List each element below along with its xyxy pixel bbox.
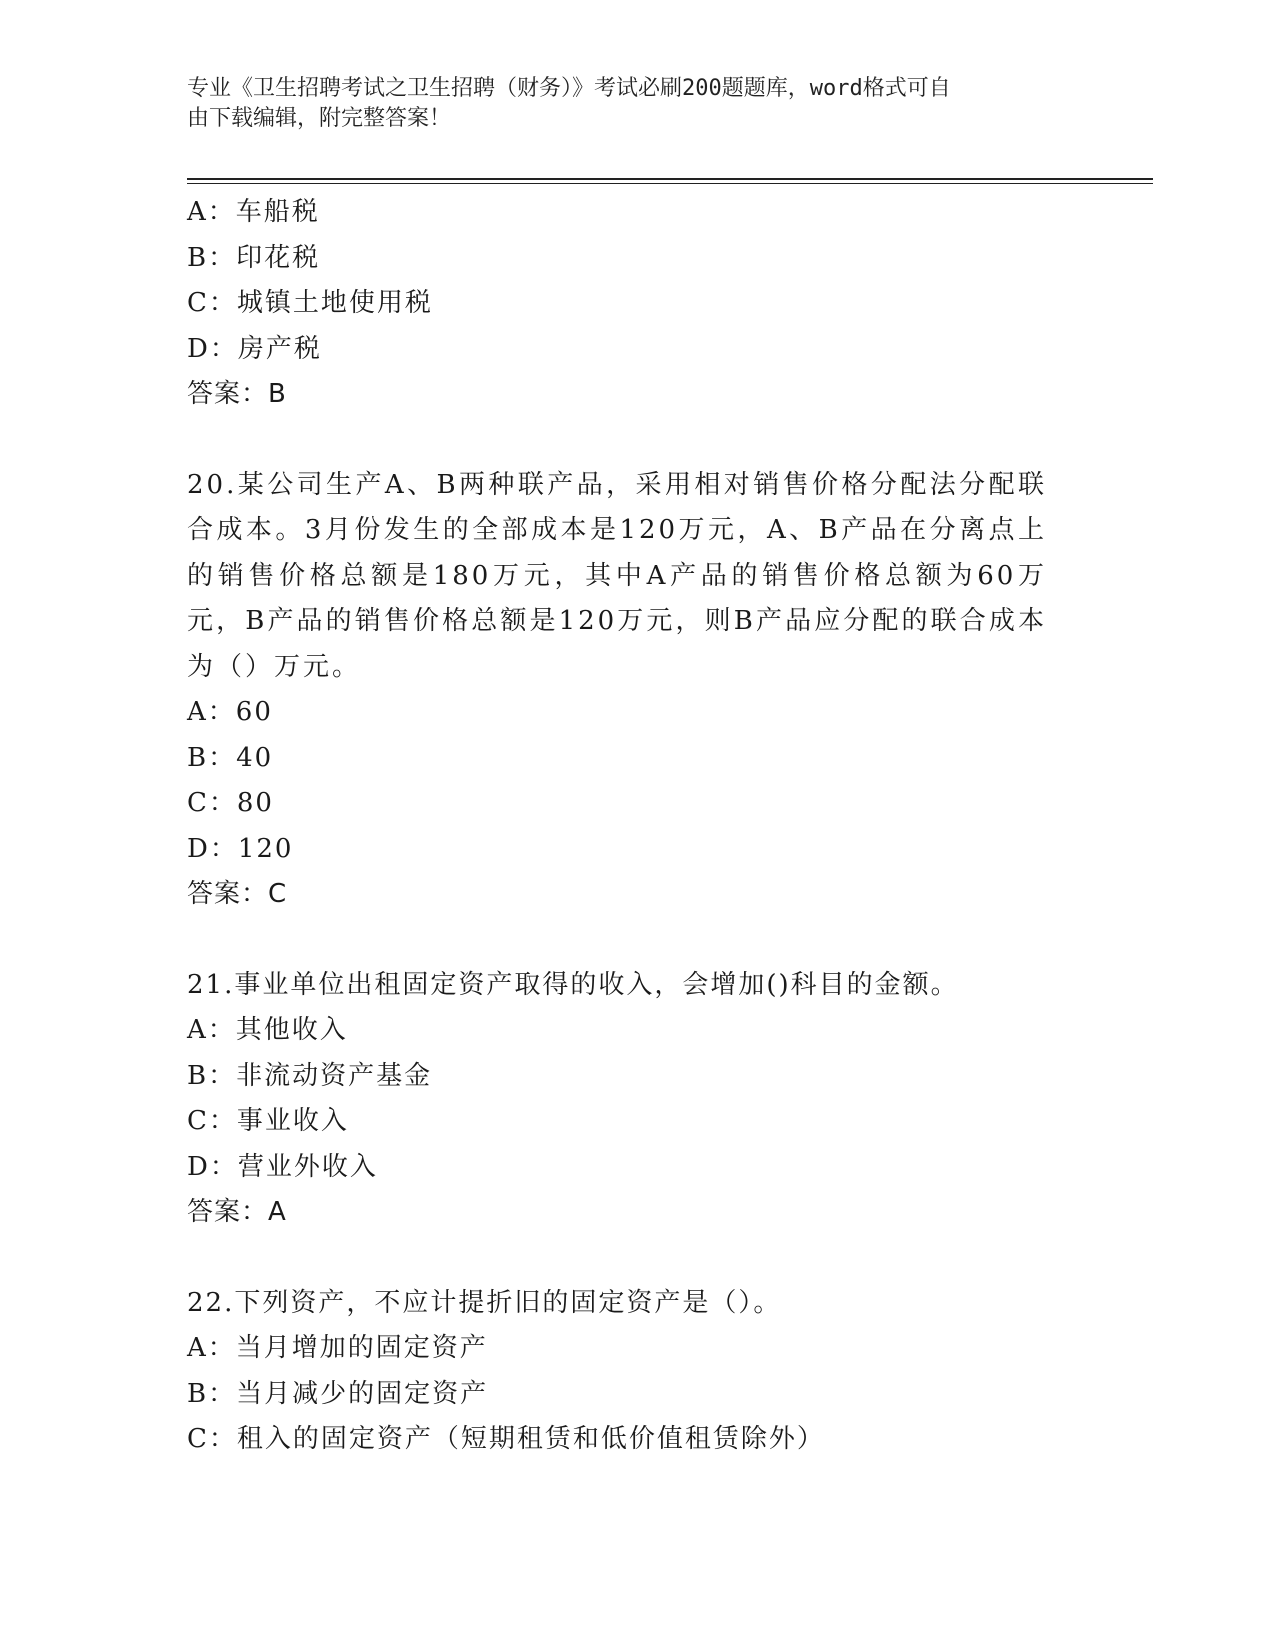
header-divider-thin (187, 183, 1153, 184)
option-b: B：40 (187, 742, 274, 773)
question-19-tail (187, 190, 1067, 418)
question-22 (187, 1281, 1067, 1463)
question-21 (187, 963, 1067, 1236)
document-header (187, 74, 1067, 134)
option-c: C：城镇土地使用税 (187, 288, 433, 318)
question-20 (187, 463, 1067, 918)
spacer (187, 1236, 1067, 1281)
header-line-1: 专业《卫生招聘考试之卫生招聘（财务）》考试必刷200题题库，word格式可自 (187, 76, 951, 101)
option-a: A：当月增加的固定资产 (187, 1333, 488, 1363)
option-c: C：租入的固定资产（短期租赁和低价值租赁除外） (187, 1424, 825, 1454)
option-a: A：车船税 (187, 197, 320, 227)
option-a: A：其他收入 (187, 1015, 348, 1045)
question-text: 20.某公司生产A、B两种联产品，采用相对销售价格分配法分配联合成本。3月份发生的全部成本是120万元，A、B产品在分离点上的销售价格总额是180万元，其中A产品的销售价格总额为60万元，B产品的销售价格总额是120万元，则B产品应分配的联合成本为（）万元。 (187, 469, 1047, 682)
option-b: B：当月减少的固定资产 (187, 1378, 489, 1409)
option-d: D：营业外收入 (187, 1151, 378, 1182)
option-b: B：印花税 (187, 242, 321, 273)
answer: 答案：A (187, 1197, 287, 1227)
answer: 答案：B (187, 379, 287, 409)
spacer (187, 918, 1067, 963)
answer: 答案：C (187, 879, 288, 909)
header-divider-thick (187, 178, 1153, 180)
option-b: B：非流动资产基金 (187, 1060, 433, 1091)
option-d: D：房产税 (187, 333, 322, 364)
spacer (187, 418, 1067, 463)
option-c: C：事业收入 (187, 1106, 349, 1136)
document-body (187, 190, 1067, 1463)
question-text: 21.事业单位出租固定资产取得的收入，会增加()科目的金额。 (187, 969, 959, 1000)
option-d: D：120 (187, 833, 294, 864)
option-c: C：80 (187, 788, 274, 818)
header-line-2: 由下载编辑，附完整答案！ (187, 106, 452, 131)
question-text: 22.下列资产，不应计提折旧的固定资产是（）。 (187, 1287, 782, 1318)
option-a: A：60 (187, 697, 273, 727)
